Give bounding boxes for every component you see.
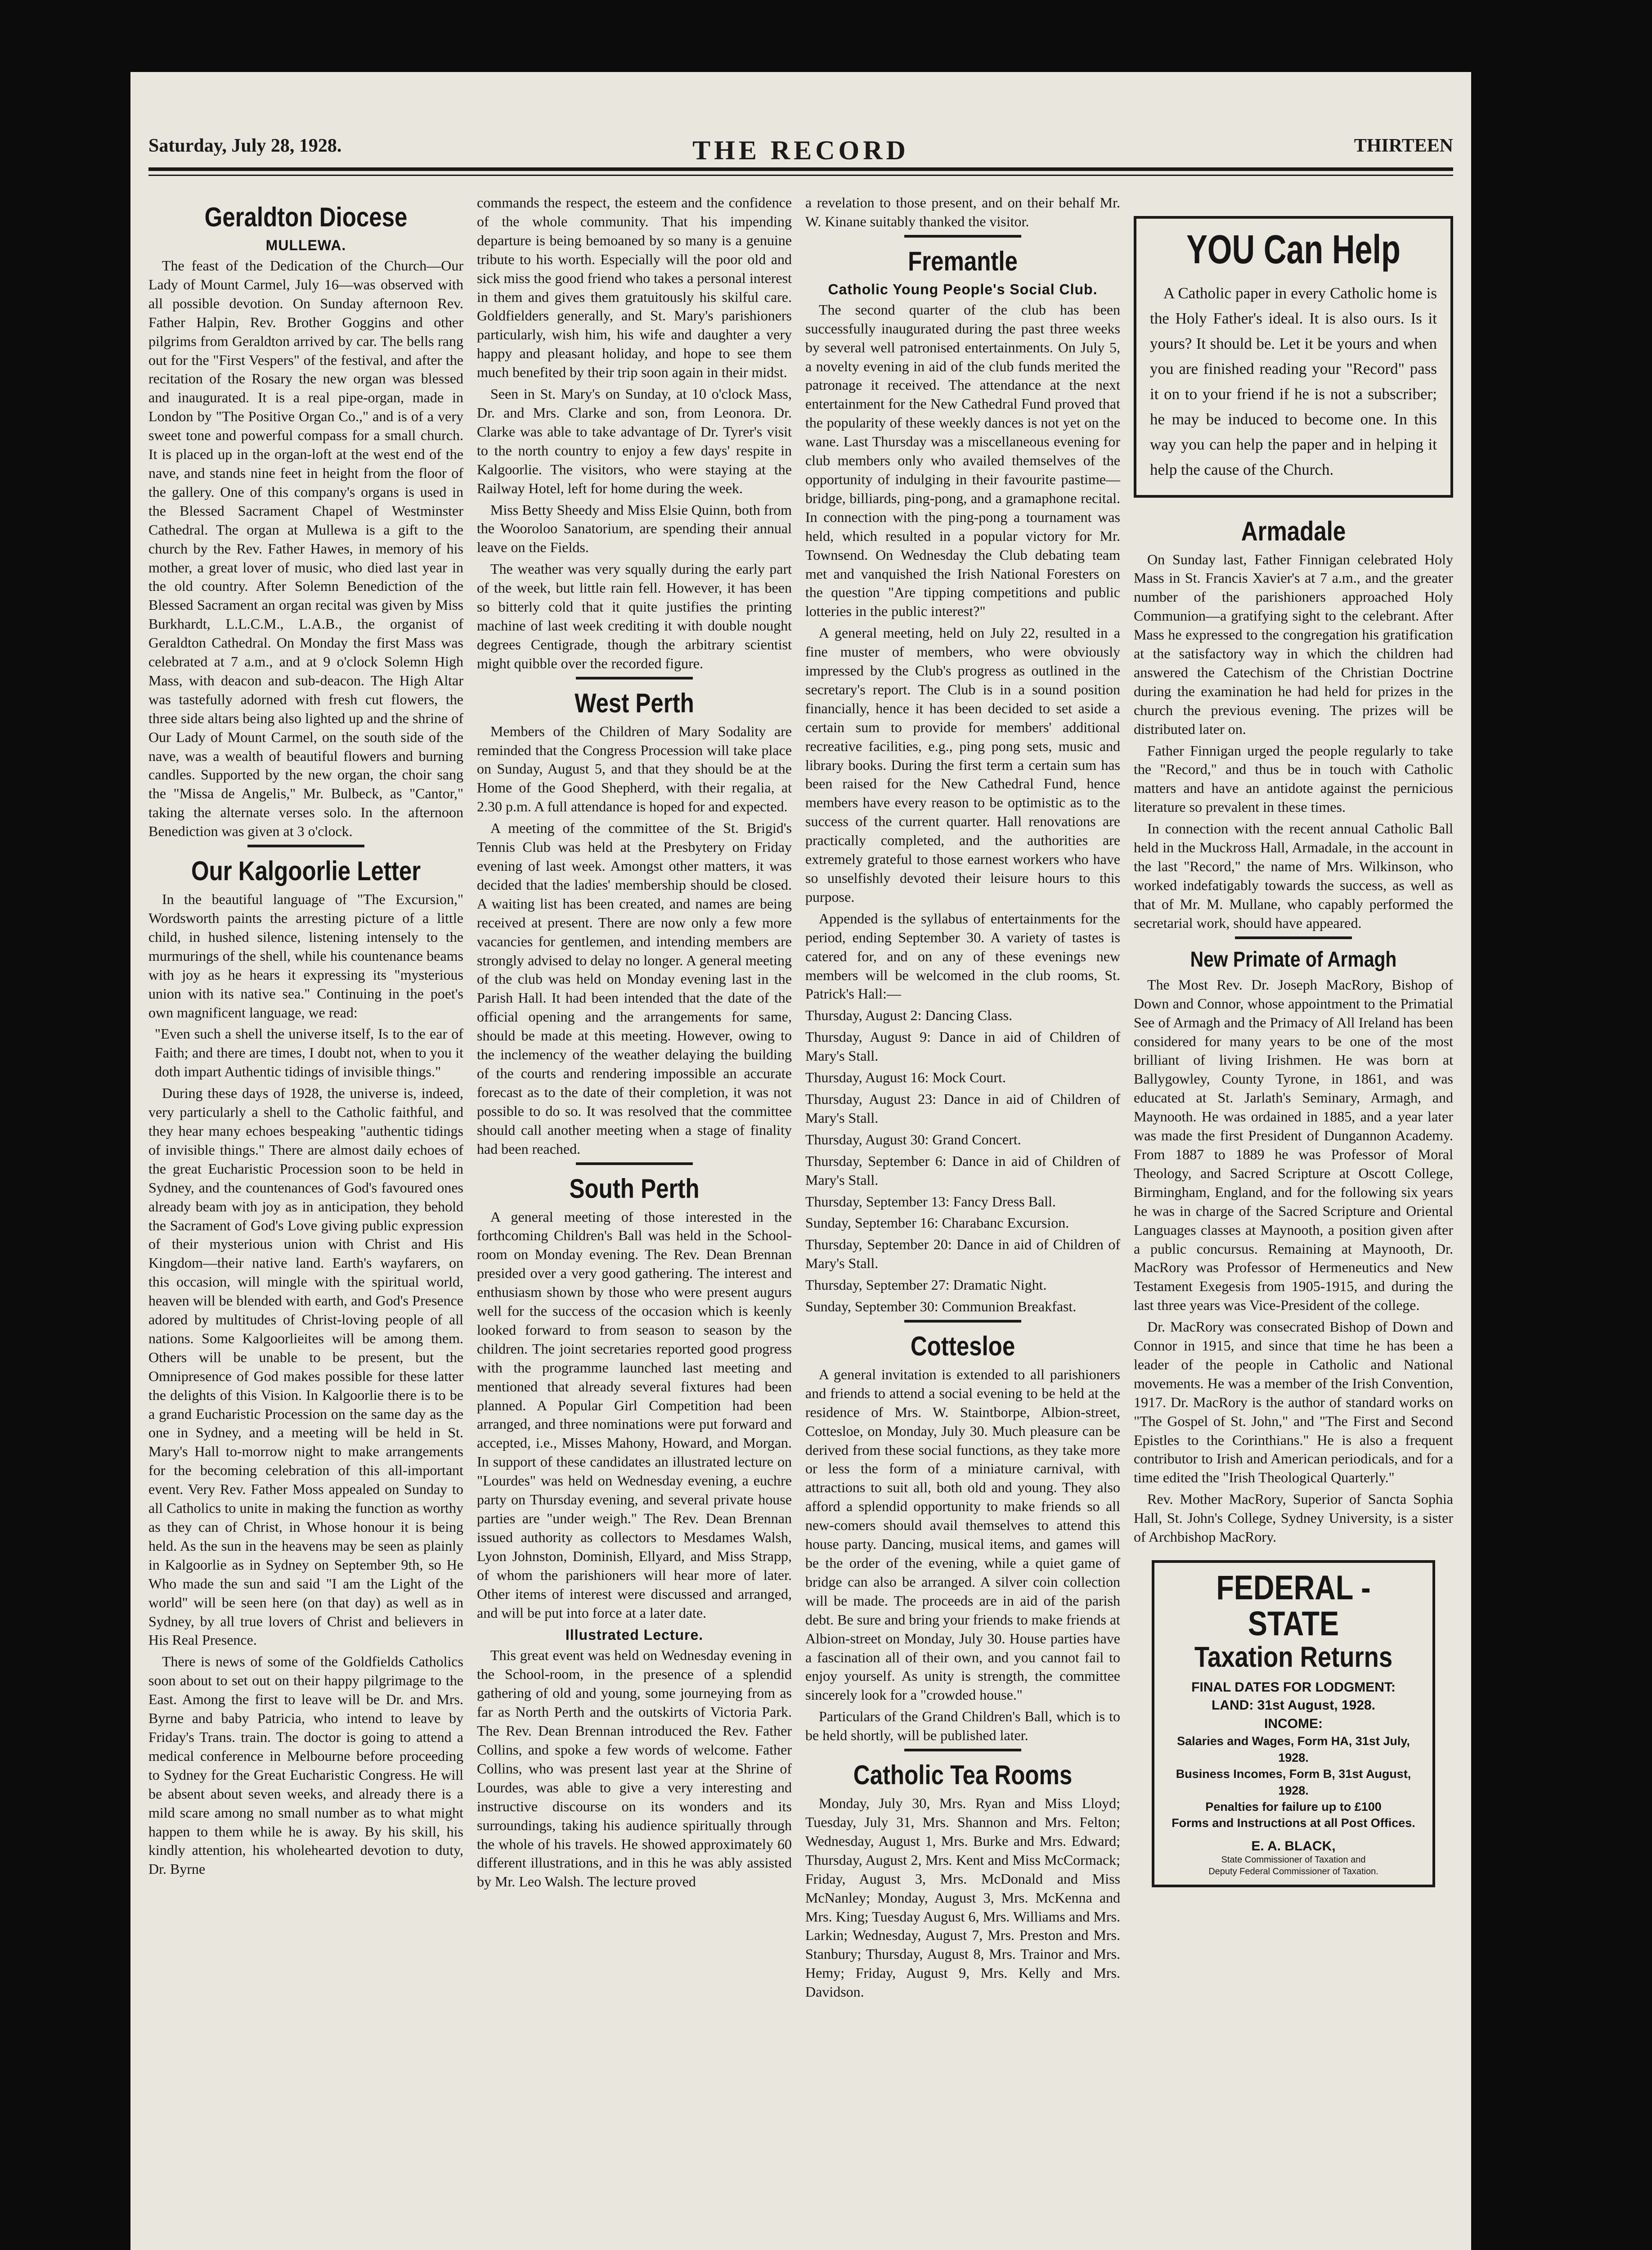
box-title: YOU Can Help — [1186, 227, 1401, 272]
column-4 — [1134, 194, 1453, 2250]
headline-tea-rooms: Catholic Tea Rooms — [853, 1760, 1073, 1791]
article-paragraph: Father Finnigan urged the people regularly to take the "Record," and thus be in touch with Catholic matters and have an antidote against the pernicious literature so prevalent in these times. — [1134, 742, 1453, 815]
section-divider — [576, 1162, 693, 1165]
header-rule-thick — [148, 167, 1453, 171]
article-paragraph: commands the respect, the esteem and the confidence of the whole community. That his impending departure is being bemoaned by so many is a genuine tribute to his worth. Especially will the poor old and sick miss the good friend who takes a personal interest in them and gives them gratuitously his skilful care. Goldfielders generally, and St. Mary's parishioners particularly, wish him, his wife and daughter a very happy and pleasant holiday, and hope to see them much benefited by their trip soon again in their midst. — [477, 194, 792, 381]
issue-date: Saturday, July 28, 1928. — [148, 135, 342, 156]
article-paragraph: On Sunday last, Father Finnigan celebrated Holy Mass in St. Francis Xavier's at 7 a.m., and the greater number of the parishioners approached Holy Communion—a gratifying sight to the celebrant. After Mass he expressed to the congregation his gratification at the satisfactory way in which the children had answered the Catechism of the Christian Doctrine during the examination he had held for prizes in the church the previous evening. The prizes will be distributed later on. — [1134, 551, 1453, 737]
ad-line: Penalties for failure up to £100 — [1205, 1800, 1382, 1814]
ad-signature: E. A. BLACK, — [1251, 1838, 1336, 1854]
column-3 — [805, 194, 1120, 2250]
schedule-item: Thursday, August 16: Mock Court. — [805, 1069, 1006, 1086]
header-rule-thin — [148, 175, 1453, 176]
section-divider — [576, 677, 693, 680]
ad-line: Forms and Instructions at all Post Offices. — [1172, 1816, 1415, 1830]
schedule-item: Thursday, September 20: Dance in aid of Children of Mary's Stall. — [805, 1236, 1120, 1272]
you-can-help-box — [1134, 216, 1453, 498]
article-paragraph: Seen in St. Mary's on Sunday, at 10 o'clock Mass, Dr. and Mrs. Clarke and son, from Leonora. Dr. Clarke was able to take advantage of Dr. Tyrer's visit to the north country to enjoy a few days' respite in Kalgoorlie. The visitors, who were staying at the Railway Hotel, left for home during the week. — [477, 386, 792, 496]
article-paragraph: Appended is the syllabus of entertainments for the period, ending September 30. A variety of tastes is catered for, and on any of these evenings new members will be welcomed in the club rooms, St. Patrick's Hall:— — [805, 910, 1120, 1002]
article-paragraph: Dr. MacRory was consecrated Bishop of Down and Connor in 1915, and since that time he has been a leader of the people in Catholic and National movements. He was a member of the Irish Convention, 1917. Dr. MacRory is the author of standard works on "The Gospel of St. John," and "The First and Second Epistles to the Corinthians." He is also a frequent contributor to Irish and American periodicals, and for a time edited the "Irish Theological Quarterly." — [1134, 1318, 1453, 1486]
article-paragraph: A general meeting of those interested in the forthcoming Children's Ball was held in the School-room on Monday evening. The Rev. Dean Brennan presided over a very good gathering. The interest and enthusiasm shown by those who were present augurs well for the success of the occasion which is keenly looked forward to from season to season by the children. The joint secretaries reported good progress with the programme launched last meeting and mentioned that already several fixtures had been planned. A Popular Girl Competition had been arranged, and three nominations were put forward and accepted, i.e., Misses Mahony, Howard, and Morgan. In support of these candidates an illustrated lecture on "Lourdes" was held on Wednesday evening, a euchre party on Thursday evening, and several private house parties are "under weigh." The Rev. Dean Brennan issued authority as collectors to Mesdames Walsh, Lyon Johnston, Dominish, Ellyard, and Miss Strapp, of whom the parishioners will hear more of later. Other items of interest were discussed and arranged, and will be put into force at a later date. — [477, 1208, 792, 1621]
ad-title: FEDERAL - STATE — [1216, 1569, 1371, 1643]
column-1 — [148, 194, 463, 2250]
ad-line: INCOME: — [1264, 1716, 1323, 1731]
headline-fremantle: Fremantle — [908, 246, 1018, 276]
schedule-item: Thursday, August 30: Grand Concert. — [805, 1131, 1021, 1148]
article-paragraph: A meeting of the committee of the St. Brigid's Tennis Club was held at the Presbytery on Friday evening of last week. Amongst other matters, it was decided that the ladies' membership should be closed. A waiting list has been created, and names are being received at present. There are now only a few more vacancies for gentlemen, and intending members are strongly advised to delay no longer. A general meeting of the club was held on Monday evening last in the Parish Hall. It had been intended that the date of the official opening and the arrangements for same, should be made at this meeting. However, owing to the inclemency of the weather delaying the building of the courts and rendering impossible an accurate forecast as to the date of their completion, it was not possible to do so. It was resolved that the committee should call another meeting when a stage of finality had been reached. — [477, 820, 792, 1157]
ad-signature-title: State Commissioner of Taxation and — [1221, 1854, 1366, 1865]
article-paragraph: The feast of the Dedication of the Church—Our Lady of Mount Carmel, July 16—was observed with all possible devotion. On Sunday afternoon Rev. Father Halpin, Rev. Brother Goggins and other pilgrims from Geraldton arrived by car. The bells rang out for the "First Vespers" of the festival, and after the recitation of the Rosary the new organ was blessed and inaugurated. It is a real pipe-organ, made in London by "The Positive Organ Co.," and is of a very sweet tone and powerful compass for a small church. It is placed up in the organ-loft at the west end of the nave, and stands nine feet in height from the floor of the gallery. One of this company's organs is used in the Blessed Sacrament Chapel of Westminster Cathedral. The organ at Mullewa is a gift to the church by the Rev. Father Hawes, in memory of his mother, a great lover of music, who died last year in the old country. After Solemn Benediction of the Blessed Sacrament an organ recital was given by Miss Burkhardt, L.L.C.M., L.A.B., the organist of Geraldton Cathedral. On Monday the first Mass was celebrated at 7 a.m., and at 9 o'clock Solemn High Mass, with deacon and sub-deacon. The High Altar was tastefully adorned with fresh cut flowers, the three side altars being also lighted up and the shrine of Our Lady of Mount Carmel, on the south side of the nave, was a wealth of beautiful flowers and burning candles. Supported by the new organ, the choir sang the "Missa de Angelis," Mr. Bulbeck, as "Cantor," taking the alternate verses solo. In the afternoon Benediction was given at 3 o'clock. — [148, 257, 463, 840]
article-paragraph: Particulars of the Grand Children's Ball, which is to be held shortly, will be published later. — [805, 1708, 1120, 1744]
column-2 — [477, 194, 792, 2250]
section-divider — [904, 1749, 1021, 1751]
article-paragraph: Miss Betty Sheedy and Miss Elsie Quinn, both from the Wooroloo Sanatorium, are spending their annual leave on the Fields. — [477, 501, 792, 556]
ad-line: Salaries and Wages, Form HA, 31st July, 1928. — [1177, 1734, 1410, 1764]
masthead-title: THE RECORD — [692, 135, 909, 165]
article-paragraph: Members of the Children of Mary Sodality are reminded that the Congress Procession will take place on Sunday, August 5, and that they should be at the Home of the Good Shepherd, with their regalia, at 2.30 p.m. A full attendance is hoped for and expected. — [477, 723, 792, 815]
ad-line: Business Incomes, Form B, 31st August, 1928. — [1176, 1767, 1411, 1797]
schedule-item: Thursday, September 27: Dramatic Night. — [805, 1277, 1047, 1293]
newspaper-page — [130, 72, 1471, 2250]
headline-geraldton: Geraldton Diocese — [204, 202, 408, 232]
article-paragraph: A general meeting, held on July 22, resulted in a fine muster of members, who were obviously impressed by the Club's progress as outlined in the secretary's report. The Club is in a sound position financially, hence it has been decided to set aside a certain sum to provide for members' additional recreative facilities, e.g., ping pong sets, music and library books. During the first term a certain sum has been raised for the New Cathedral Fund, hence members have every reason to be optimistic as to the success of the current quarter. Hall renovations are practically completed, and the authorities are extremely grateful to those earnest workers who have so unselfishly devoted their leisure hours to this purpose. — [805, 625, 1120, 905]
headline-new-primate: New Primate of Armagh — [1190, 947, 1397, 972]
page-number: THIRTEEN — [1354, 135, 1453, 156]
section-divider — [904, 235, 1021, 238]
article-paragraph: There is news of some of the Goldfields Catholics soon about to set out on their happy pilgrimage to the East. Among the first to leave will be Dr. and Mrs. Byrne and baby Patricia, who intend to leave by Friday's Trans. train. The doctor is going to attend a medical conference in Melbourne before proceeding to Sydney for the Great Eucharistic Congress. He will be absent about seven weeks, and already there is a mild scare among no small number as to what might happen to them while he is away. By his skill, his kindly attention, his wholehearted devotion to duty, Dr. Byrne — [148, 1653, 463, 1877]
article-paragraph: Rev. Mother MacRory, Superior of Sancta Sophia Hall, St. John's College, Sydney University, is a sister of Archbishop MacRory. — [1134, 1491, 1453, 1545]
page-header — [148, 135, 1453, 165]
headline-kalgoorlie: Our Kalgoorlie Letter — [191, 856, 421, 886]
ad-line: FINAL DATES FOR LODGMENT: — [1191, 1679, 1396, 1695]
article-paragraph: The weather was very squally during the early part of the week, but little rain fell. However, it has been so bitterly cold that it quite justifies the printing machine of last week crediting it with double nought degrees Centigrade, though the arbitrary scientist might quibble over the recorded figure. — [477, 561, 792, 671]
ad-line: LAND: 31st August, 1928. — [1212, 1698, 1375, 1713]
headline-south-perth: South Perth — [569, 1173, 700, 1204]
article-paragraph: During these days of 1928, the universe is, indeed, very particularly a shell to the Catholic faithful, and they hear many echoes bespeaking "authentic tidings of invisible things." There are almost daily echoes of the great Eucharistic Procession soon to be held in Sydney, and the countenances of God's favoured ones already beam with joy as in anticipation, they behold the Sacrament of God's Love giving public expression of their mysterious union with Christ and His Kingdom—their native land. Earth's wayfarers, on this occasion, will mingle with the spiritual world, heaven will be blended with earth, and God's Presence adored by multitudes of Christ-loving people of all nations. Some Kalgoorlieites will be among them. Others will be unable to be present, but the Omnipresence of God makes possible for these latter the delights of this Vision. In Kalgoorlie there is to be a grand Eucharistic Procession on the same day as the one in Sydney, and a meeting will be held in St. Mary's Hall to-morrow night to make arrangements for the becoming celebration of this all-important event. Very Rev. Father Moss appealed on Sunday to all Catholics to unite in making the function as worthy as they can of Christ, in Whose honour it is being held. As the sun in the heavens may be seen as plainly in Kalgoorlie as in Sydney on September 9th, so He Who made the sun and said "I am the Light of the world" will be seen here (on that day) as well as in Sydney, by all true lovers of Christ and believers in His Real Presence. — [148, 1085, 463, 1648]
article-paragraph: This great event was held on Wednesday evening in the School-room, in the presence of a splendid gathering of old and young, some journeying from as far as North Perth and the outskirts of Victoria Park. The Rev. Dean Brennan introduced the Rev. Father Collins, and spoke a few words of welcome. Father Collins, who was present last year at the Shrine of Lourdes, was able to give a very interesting and instructive discourse on its wonders and its surroundings, taking his audience spiritually through the whole of his travels. He showed approximately 60 different illustrations, and in this he was ably assisted by Mr. Leo Walsh. The lecture proved — [477, 1647, 792, 1890]
article-paragraph: a revelation to those present, and on their behalf Mr. W. Kinane suitably thanked the visitor. — [805, 194, 1120, 230]
schedule-item: Sunday, September 16: Charabanc Excursion. — [805, 1215, 1069, 1231]
schedule-item: Thursday, August 2: Dancing Class. — [805, 1007, 1013, 1024]
schedule-item: Thursday, August 23: Dance in aid of Children of Mary's Stall. — [805, 1090, 1120, 1126]
section-divider — [1235, 936, 1352, 939]
ad-subtitle: Taxation Returns — [1194, 1640, 1393, 1673]
section-divider — [904, 1320, 1021, 1323]
subhead-illustrated-lecture: Illustrated Lecture. — [565, 1627, 704, 1643]
schedule-item: Thursday, September 6: Dance in aid of Children of Mary's Stall. — [805, 1152, 1120, 1188]
taxation-advertisement — [1152, 1560, 1435, 1887]
article-paragraph: The Most Rev. Dr. Joseph MacRory, Bishop of Down and Connor, whose appointment to the Primatial See of Armagh and the Primacy of All Ireland has been considered for many years to be one of the most brilliant of living Irishmen. He was born at Ballygowley, County Tyrone, in 1861, and was educated at St. Jarlath's Seminary, Armagh, and Maynooth. He was ordained in 1885, and a year later was made the first President of Dungannon Academy. From 1887 to 1889 he was Professor of Moral Theology, and Sacred Scripture at Oscott College, Birmingham, England, and for the following six years he was in charge of the Sacred Scripture and Oriental Languages classes at Maynooth, a position given after a public concursus. Remaining at Maynooth, Dr. MacRory was Professor of Hermeneutics and New Testament Exegesis from 1905-1915, and during the last three years was Vice-President of the college. — [1134, 976, 1453, 1314]
article-paragraph: In connection with the recent annual Catholic Ball held in the Muckross Hall, Armadale, in the account in the last "Record," the name of Mrs. Wilkinson, who worked indefatigably towards the success, as well as that of Mr. M. Mullane, who capably performed the secretarial work, should have appeared. — [1134, 820, 1453, 931]
section-divider — [247, 845, 364, 847]
article-paragraph: Monday, July 30, Mrs. Ryan and Miss Lloyd; Tuesday, July 31, Mrs. Shannon and Mrs. Felton; Wednesday, August 1, Mrs. Burke and Mrs. Edward; Thursday, August 2, Mrs. Kent and Miss McCormack; Friday, August 3, Mrs. McDonald and Miss McNanley; Monday, August 3, Mrs. McKenna and Mrs. King; Tuesday August 6, Mrs. Williams and Mrs. Larkin; Wednesday, August 7, Mrs. Preston and Mrs. Stanbury; Thursday, August 8, Mrs. Trainor and Mrs. Hemy; Friday, August 9, Mrs. Kelly and Mrs. Davidson. — [805, 1795, 1120, 2000]
subhead-mullewa: MULLEWA. — [265, 237, 346, 253]
schedule-item: Thursday, August 9: Dance in aid of Children of Mary's Stall. — [805, 1029, 1120, 1064]
quotation: "Even such a shell the universe itself, Is to the ear of Faith; and there are times, I doubt not, when to you it doth impart Authentic tidings of invisible things." — [155, 1026, 463, 1080]
schedule-item: Thursday, September 13: Fancy Dress Ball. — [805, 1193, 1056, 1210]
schedule-item: Sunday, September 30: Communion Breakfast. — [805, 1298, 1077, 1315]
headline-cottesloe: Cottesloe — [910, 1331, 1015, 1361]
subhead-social-club: Catholic Young People's Social Club. — [828, 281, 1098, 297]
article-paragraph: A general invitation is extended to all parishioners and friends to attend a social evening to be held at the residence of Mrs. W. Staintborpe, Albion-street, Cottesloe, on Monday, July 30. Much pleasure can be derived from these social functions, as they take more or less the form of a miniature carnival, with attractions to suit all, both old and young. They also afford a splendid opportunity to make friends so all new-comers should avail themselves to attend this house party. Dancing, musical items, and games will be the order of the evening, while a quiet game of bridge can also be arranged. A silver coin collection will be made. The proceeds are in aid of the parish debt. Be sure and bring your friends to make friends at Albion-street on Monday, July 30. House parties have a fascination all of their own, and you cannot fail to enjoy yourself. As unity is strength, the committee sincerely look for a "crowded house." — [805, 1366, 1120, 1703]
ad-signature-title: Deputy Federal Commissioner of Taxation. — [1208, 1866, 1378, 1876]
article-paragraph: The second quarter of the club has been successfully inaugurated during the past three weeks by several well patronised entertainments. On July 5, a novelty evening in aid of the club funds merited the patronage it received. The attendance at the next entertainment for the New Cathedral Fund proved that the popularity of these weekly dances is not yet on the wane. Last Thursday was a miscellaneous evening for club members only who availed themselves of the opportunity of indulging in their favourite pastime—bridge, billiards, ping-pong, and a gramaphone recital. In connection with the ping-pong a tournament was held, which resulted in a popular victory for Mr. Townsend. On Wednesday the Club debating team met and vanquished the Irish National Foresters on the question "Are tipping competitions and public lotteries in the public interest?" — [805, 301, 1120, 620]
headline-armadale: Armadale — [1241, 516, 1346, 546]
headline-west-perth: West Perth — [575, 688, 694, 718]
article-paragraph: In the beautiful language of "The Excursion," Wordsworth paints the arresting picture of a little child, in hushed silence, listening intensely to the murmurings of the shell, while his countenance beams with joy as he hears it expressing its "mysterious union with its native sea." Continuing in the poet's own magnificent language, we read: — [148, 891, 463, 1021]
box-text: A Catholic paper in every Catholic home is the Holy Father's ideal. It is also ours. Is it yours? It should be. Let it be yours and when you are finished reading your "Record" pass it on to your friend if he is not a subscriber; he may be induced to become one. In this way you can help the paper and in helping it help the cause of the Church. — [1150, 284, 1437, 478]
